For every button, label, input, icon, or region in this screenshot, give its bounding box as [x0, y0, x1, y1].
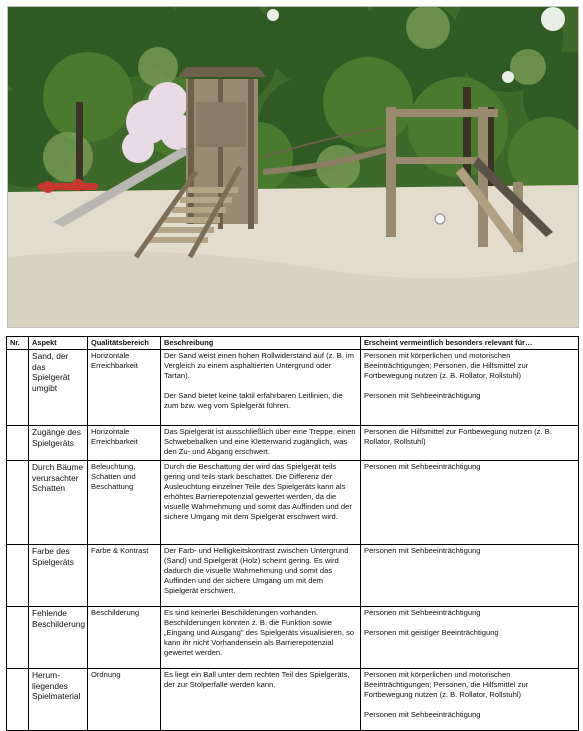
playground-photo: [7, 6, 579, 328]
table-header-row: [7, 337, 579, 350]
cell-quality: Farbe & Kontrast: [88, 545, 161, 607]
relevant-paragraph: Personen mit Sehbeeinträchtigung: [364, 462, 481, 471]
cell-relevant: [361, 426, 579, 461]
relevant-paragraph: Personen mit körperlichen und motorischen Beeinträchtigungen; Personen, die Hilfsmittel zur Fortbewegung nutzen (z. B. Rollator, Rollstuhl): [364, 351, 529, 380]
relevant-paragraph: Personen mit Sehbeeinträchtigung: [364, 608, 481, 617]
header-description: Beschreibung: [161, 337, 361, 350]
cell-nr: [7, 426, 29, 461]
cell-quality: Horizontale Erreichbarkeit: [88, 350, 161, 426]
cell-nr: [7, 350, 29, 426]
cell-description: [161, 461, 361, 545]
cell-aspect: Herum-liegendes Spielmaterial: [29, 669, 88, 731]
cell-nr: [7, 669, 29, 731]
header-relevant: Erscheint vermeintlich besonders relevant für…: [361, 337, 579, 350]
assessment-table: [6, 336, 579, 731]
cell-nr: [7, 461, 29, 545]
relevant-paragraph: Personen mit geistiger Beeinträchtigung: [364, 628, 499, 637]
description-paragraph: Durch die Beschattung der wird das Spielgerät teils gering und teils stark beschattet. Die Differenz der Ausleuchtung einzelner Teile des Spielgeräts kann als erhöhtes Barrierepotenzial gewertet werden, da die visuelle Wahrnehmung und somit das Auffinden und der sichere Umgang mit dem Spielgerät erschwert wird.: [164, 462, 352, 521]
header-quality: Qualitätsbereich: [88, 337, 161, 350]
cell-relevant: [361, 461, 579, 545]
cell-quality: Ordnung: [88, 669, 161, 731]
cell-relevant: [361, 669, 579, 731]
cell-aspect: Fehlende Beschilderung: [29, 607, 88, 669]
cell-description: [161, 545, 361, 607]
header-aspect: Aspekt: [29, 337, 88, 350]
relevant-paragraph: Personen mit Sehbeeinträchtigung: [364, 710, 481, 719]
cell-relevant: [361, 545, 579, 607]
playground-photo-illustration: [8, 7, 578, 327]
cell-nr: [7, 607, 29, 669]
cell-quality: Horizontale Erreichbarkeit: [88, 426, 161, 461]
table-row: [7, 350, 579, 426]
table-row: [7, 426, 579, 461]
relevant-paragraph: Personen mit Sehbeeinträchtigung: [364, 391, 481, 400]
cell-relevant: [361, 607, 579, 669]
cell-aspect: Durch Bäume verursachter Schatten: [29, 461, 88, 545]
cell-quality: Beschilderung: [88, 607, 161, 669]
table-row: [7, 461, 579, 545]
description-paragraph: Es liegt ein Ball unter dem rechten Teil des Spielgeräts, der zur Stolperfalle werden kann.: [164, 670, 350, 689]
table-row: [7, 545, 579, 607]
description-paragraph: Das Spielgerät ist ausschließlich über eine Treppe, einen Schwebebalken und eine Kletterwand zugänglich, was den Zu- und Abgang erschwert.: [164, 427, 356, 456]
relevant-paragraph: Personen mit körperlichen und motorischen Beeinträchtigungen; Personen, die Hilfsmittel zur Fortbewegung nutzen (z. B. Rollator, Rollstuhl): [364, 670, 529, 699]
description-paragraph: Der Sand weist einen hohen Rollwiderstand auf (z. B. im Vergleich zu einem asphaltierten Untergrund oder Tartan).: [164, 351, 354, 380]
header-nr: Nr.: [7, 337, 29, 350]
table-row: [7, 669, 579, 731]
cell-nr: [7, 545, 29, 607]
cell-relevant: [361, 350, 579, 426]
description-paragraph: Der Farb- und Helligkeitskontrast zwischen Untergrund (Sand) und Spielgerät (Holz) scheint gering. Es wird dadurch die visuelle Wahrnehmung und somit das Auffinden und der sichere Umgang um mit dem Spielgerät erschwert.: [164, 546, 349, 595]
cell-quality: Beleuchtung, Schatten und Beschattung: [88, 461, 161, 545]
cell-description: [161, 607, 361, 669]
relevant-paragraph: Personen mit Sehbeeinträchtigung: [364, 546, 481, 555]
cell-description: [161, 669, 361, 731]
cell-description: [161, 426, 361, 461]
cell-aspect: Sand, der das Spielgerät umgibt: [29, 350, 88, 426]
cell-description: [161, 350, 361, 426]
description-paragraph: Der Sand bietet keine taktil erfahrbaren Leitlinien, die zum bzw. weg vom Spielgerät führen.: [164, 391, 343, 410]
cell-aspect: Zugänge des Spielgeräts: [29, 426, 88, 461]
description-paragraph: Es sind keinerlei Beschilderungen vorhanden. Beschilderungen könnten z. B. die Funktion sowie „Eingang und Ausgang" des Spielgeräts visualisieren, so kann ihr nicht Vorhandensein als Barrierepotenzial gewertet werden.: [164, 608, 355, 657]
cell-aspect: Farbe des Spielgeräts: [29, 545, 88, 607]
relevant-paragraph: Personen die Hilfsmittel zur Fortbewegung nutzen (z. B. Rollator, Rollstuhl): [364, 427, 552, 446]
table-row: [7, 607, 579, 669]
